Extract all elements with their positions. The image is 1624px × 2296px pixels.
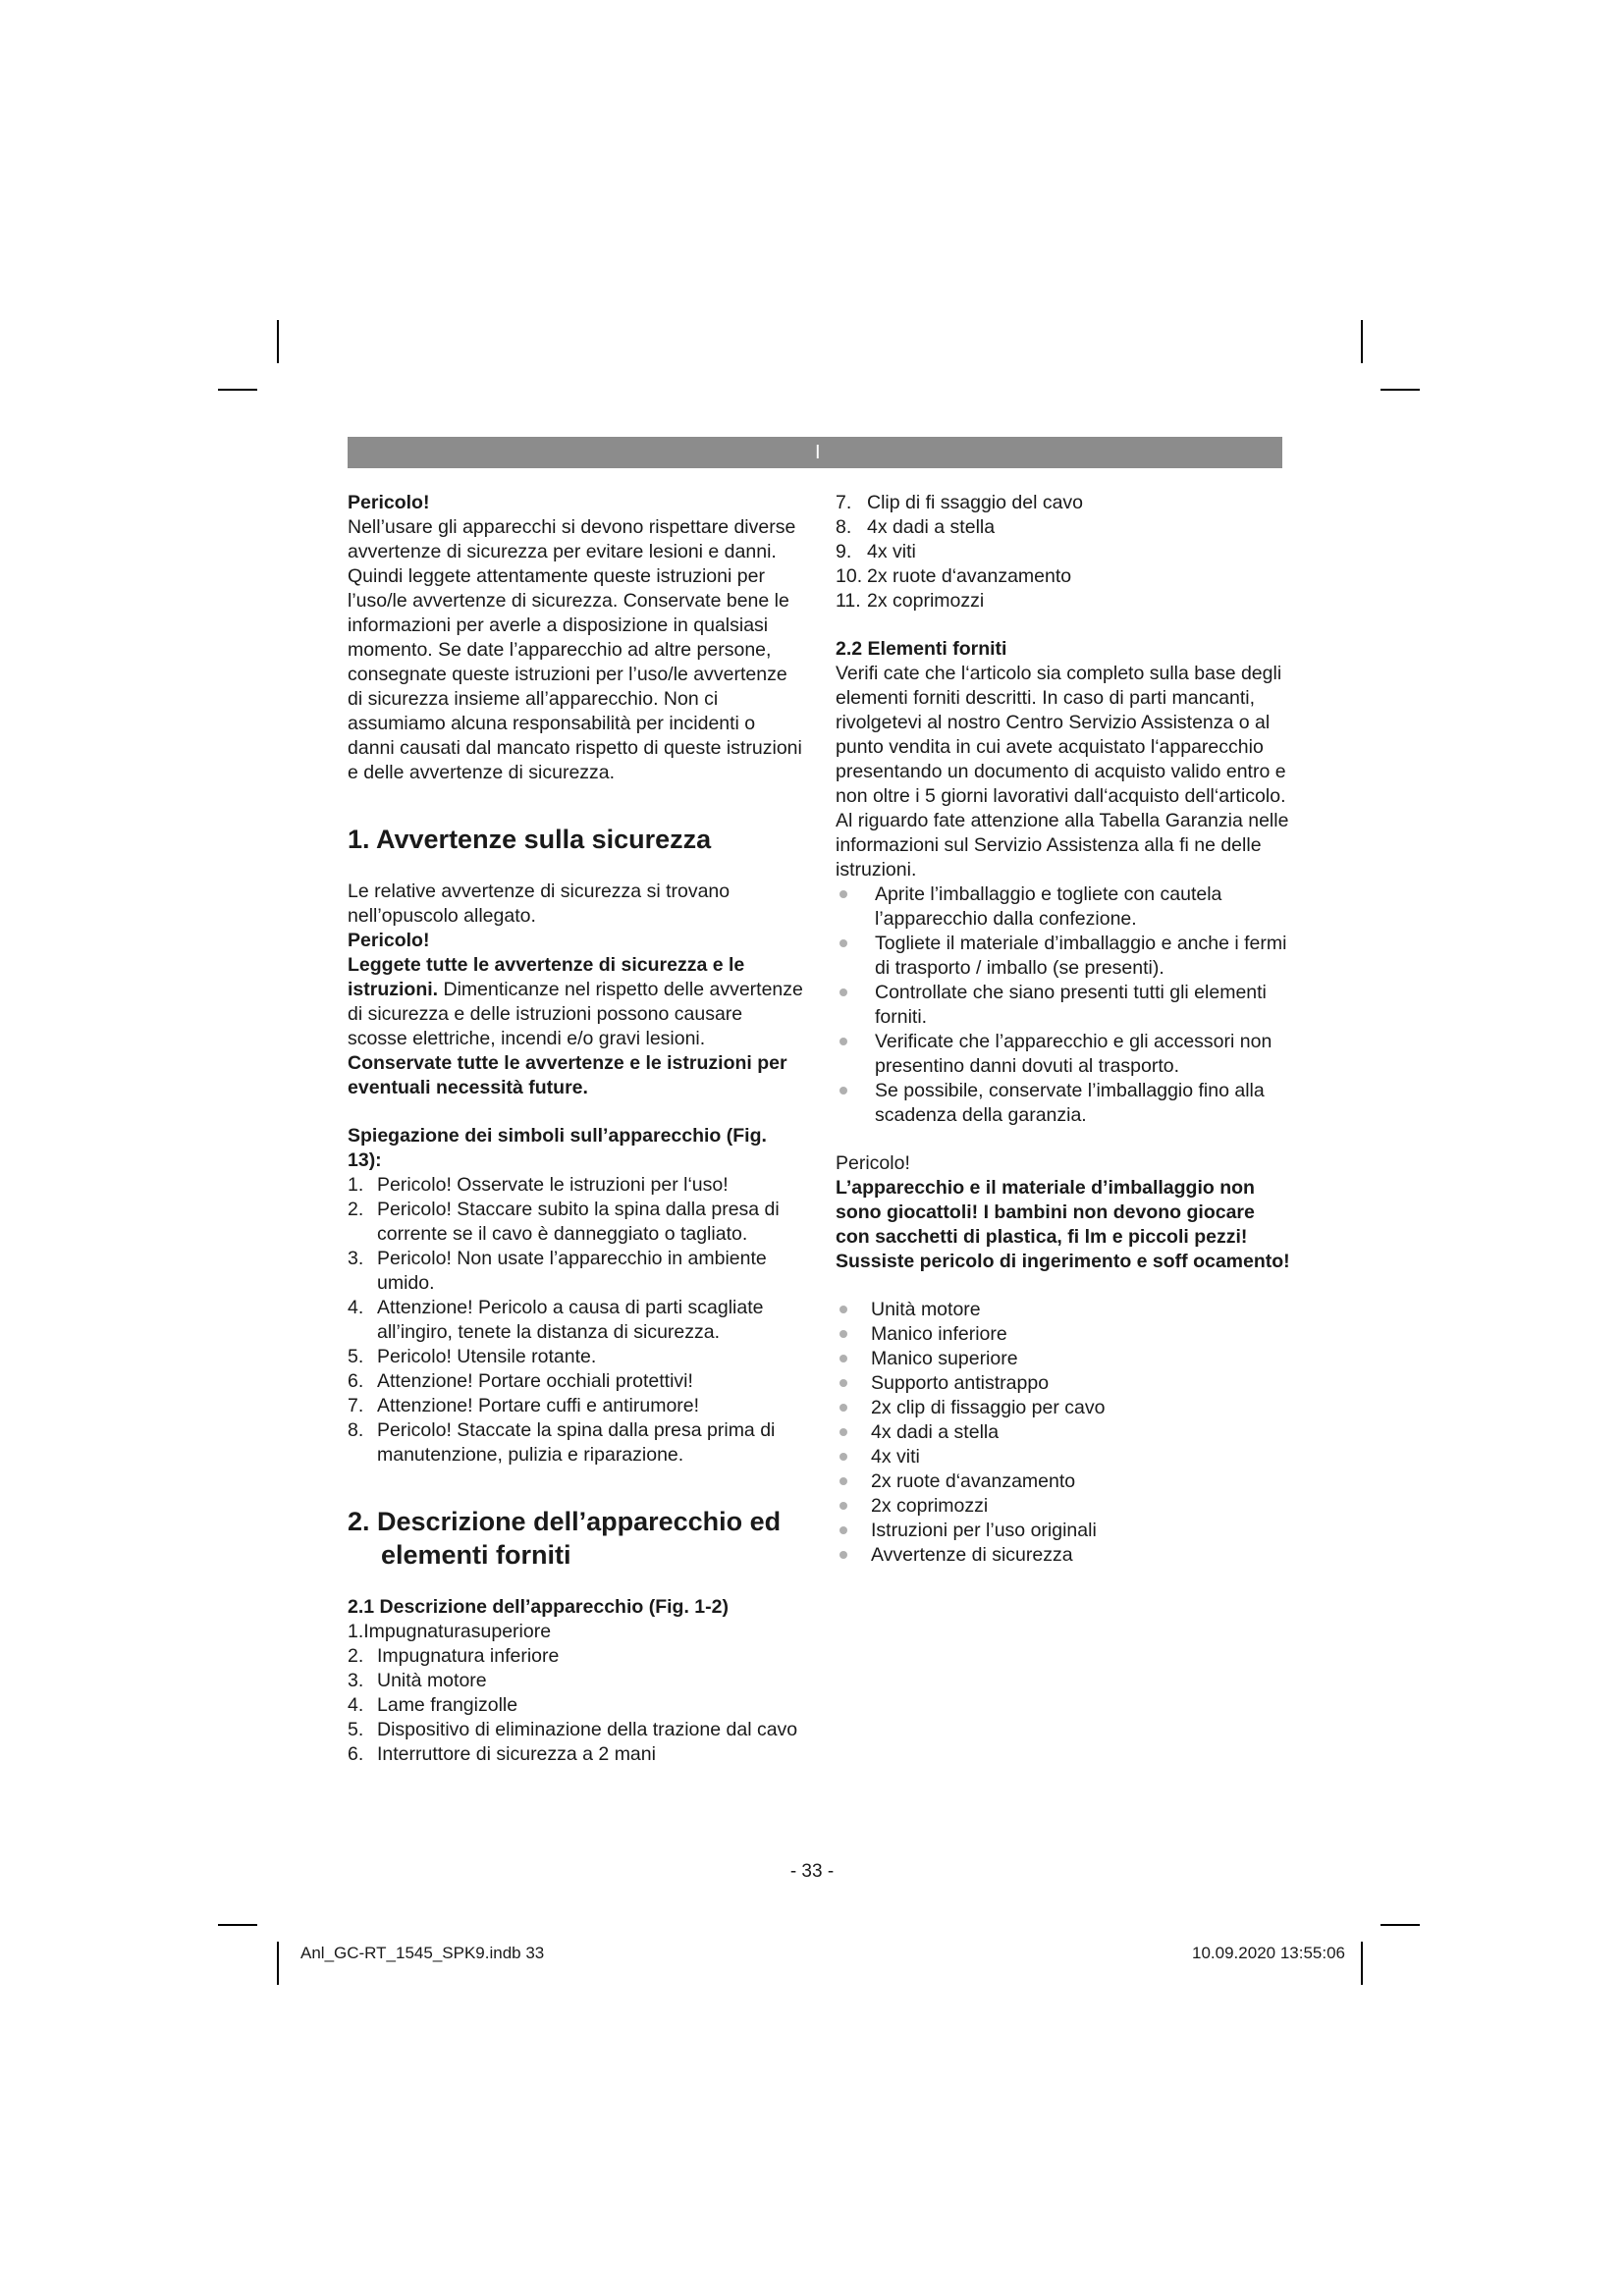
right-column (836, 491, 1292, 1568)
list-item: 3. Pericolo! Non usate l’apparecchio in ambiente umido. (348, 1248, 767, 1294)
list-item: Controllate che siano presenti tutti gli elementi forniti. (836, 981, 1292, 1030)
list-item: 5. Pericolo! Utensile rotante. (348, 1346, 597, 1367)
bullet-icon (839, 1330, 847, 1338)
crop-mark-bottom-left-vertical (277, 1942, 279, 1985)
warning-title: Pericolo! (348, 492, 430, 513)
print-file-name: Anl_GC-RT_1545_SPK9.indb 33 (300, 1944, 545, 1962)
bullet-icon (839, 1355, 847, 1362)
delivery-items-list (836, 1298, 1292, 1568)
list-item: 2x clip di fissaggio per cavo (836, 1396, 1292, 1420)
warning-title: Pericolo! (348, 930, 430, 951)
list-item: Togliete il materiale d’imballaggio e anche i fermi di trasporto / imballo (se presenti). (836, 932, 1292, 981)
crop-mark-top-right-vertical (1361, 320, 1363, 363)
bullet-icon (839, 1306, 847, 1313)
check-steps-list (836, 882, 1292, 1128)
warning-paragraph (348, 953, 804, 1051)
bullet-icon (839, 1404, 847, 1412)
crop-mark-bottom-right-horizontal (1380, 1924, 1420, 1926)
list-item: Se possibile, conservate l’imballaggio fino alla scadenza della garanzia. (836, 1079, 1292, 1128)
bullet-icon (839, 1477, 847, 1485)
list-item: 5. Dispositivo di eliminazione della trazione dal cavo (348, 1719, 798, 1740)
print-timestamp: 10.09.2020 13:55:06 (1192, 1944, 1345, 1962)
crop-mark-top-left-horizontal (218, 389, 257, 391)
warning-text: Dimenticanze nel rispetto delle avvertenze di sicurezza e delle istruzioni possono causare scosse elettriche, incendi e/o gravi lesioni. (348, 979, 803, 1049)
bullet-icon (839, 1038, 847, 1045)
list-item: 4x viti (836, 1445, 1292, 1469)
parts-first-item: 1.Impugnaturasuperiore (348, 1621, 552, 1642)
list-item: Aprite l’imballaggio e togliete con cautela l’apparecchio dalla confezione. (836, 882, 1292, 932)
crop-mark-top-left-vertical (277, 320, 279, 363)
list-item: Supporto antistrappo (836, 1371, 1292, 1396)
list-item: 1. Pericolo! Osservate le istruzioni per l‘uso! (348, 1174, 729, 1196)
list-item: 8. Pericolo! Staccate la spina dalla presa prima di manutenzione, pulizia e riparazione. (348, 1419, 776, 1466)
bullet-icon (839, 1379, 847, 1387)
section-heading-description: 2. Descrizione dell’apparecchio ed elementi forniti (348, 1507, 782, 1570)
page-number: - 33 - (789, 1861, 835, 1882)
list-item: 3. Unità motore (348, 1670, 487, 1691)
list-item: 4. Lame frangizolle (348, 1694, 518, 1716)
list-item: 6. Attenzione! Portare occhiali protettivi! (348, 1370, 693, 1392)
language-marker: I (815, 442, 821, 463)
list-item: 7. Clip di fi ssaggio del cavo (836, 492, 1084, 513)
crop-mark-bottom-right-vertical (1361, 1942, 1363, 1985)
bullet-icon (839, 1428, 847, 1436)
warning-text: L’apparecchio e il materiale d’imballaggio non sono giocattoli! I bambini non devono giocare con sacchetti di plastica, fi lm e piccoli pezzi! Sussiste pericolo di ingerimento e soff ocamento! (836, 1177, 1290, 1272)
bullet-icon (839, 1087, 847, 1095)
list-item: Verificate che l’apparecchio e gli accessori non presentino danni dovuti al trasporto. (836, 1030, 1292, 1079)
crop-mark-top-right-horizontal (1380, 389, 1420, 391)
crop-mark-bottom-left-horizontal (218, 1924, 257, 1926)
bullet-icon (839, 1526, 847, 1534)
header-bar (348, 437, 1282, 468)
list-item: 9. 4x viti (836, 541, 916, 562)
bullet-icon (839, 939, 847, 947)
bullet-icon (839, 1502, 847, 1510)
list-item: 2x coprimozzi (836, 1494, 1292, 1519)
list-item: Avvertenze di sicurezza (836, 1543, 1292, 1568)
list-item: Manico superiore (836, 1347, 1292, 1371)
subsection-heading-delivery: 2.2 Elementi forniti (836, 638, 1007, 660)
parts-list (348, 1644, 804, 1767)
list-item: 4x dadi a stella (836, 1420, 1292, 1445)
warning-text: Nell’usare gli apparecchi si devono rispettare diverse avvertenze di sicurezza per evitare lesioni e danni. Quindi leggete attentamente queste istruzioni per l’uso/le avvertenze di sicurezza. Conservate bene le informazioni per averle a disposizione in qualsiasi momento. Se date l’apparecchio ad altre persone, consegnate queste istruzioni per l’uso/le avvertenze di sicurezza insieme all’apparecchio. Non ci assumiamo alcuna responsabilità per incidenti o danni causati dal mancato rispetto di queste istruzioni e delle avvertenze di sicurezza. (348, 516, 802, 783)
list-item: 2x ruote d‘avanzamento (836, 1469, 1292, 1494)
list-item: 6. Interruttore di sicurezza a 2 mani (348, 1743, 656, 1765)
list-item: 2. Pericolo! Staccare subito la spina dalla presa di corrente se il cavo è danneggiato o tagliato. (348, 1199, 780, 1245)
list-item: Manico inferiore (836, 1322, 1292, 1347)
warning-bold-text: Leggete tutte le avvertenze di sicurezza e le istruzioni. (348, 954, 745, 1000)
left-column (348, 491, 804, 1767)
parts-list-continued (836, 491, 1292, 614)
delivery-text: Verifi cate che l‘articolo sia completo sulla base degli elementi forniti descritti. In caso di parti mancanti, rivolgetevi al nostro Centro Servizio Assistenza o al punto vendita in cui avete acquistato l‘apparecchio presentando un documento di acquisto valido entro e non oltre i 5 giorni lavorativi dall‘acquisto dell‘articolo. Al riguardo fate attenzione alla Tabella Garanzia nelle informazioni sul Servizio Assistenza alla fi ne delle istruzioni. (836, 663, 1289, 881)
list-item: 4. Attenzione! Pericolo a causa di parti scagliate all’ingiro, tenete la distanza di sicurezza. (348, 1297, 764, 1343)
list-item: Unità motore (836, 1298, 1292, 1322)
list-item: 2. Impugnatura inferiore (348, 1645, 560, 1667)
bullet-icon (839, 890, 847, 898)
bullet-icon (839, 1551, 847, 1559)
safety-intro: Le relative avvertenze di sicurezza si trovano nell’opuscolo allegato. (348, 881, 731, 927)
list-item: Istruzioni per l’uso originali (836, 1519, 1292, 1543)
symbols-heading: Spiegazione dei simboli sull’apparecchio (Fig. 13): (348, 1125, 767, 1171)
list-item: 11. 2x coprimozzi (836, 590, 985, 612)
bullet-icon (839, 1453, 847, 1461)
list-item: 8. 4x dadi a stella (836, 516, 996, 538)
warning-title: Pericolo! (836, 1152, 910, 1174)
bullet-icon (839, 988, 847, 996)
keep-instructions-note: Conservate tutte le avvertenze e le istruzioni per eventuali necessità future. (348, 1052, 787, 1098)
list-item: 10. 2x ruote d‘avanzamento (836, 565, 1072, 587)
section-heading-safety: 1. Avvertenze sulla sicurezza (348, 825, 712, 854)
symbols-list (348, 1173, 804, 1468)
subsection-heading-description: 2.1 Descrizione dell’apparecchio (Fig. 1-2) (348, 1596, 729, 1618)
list-item: 7. Attenzione! Portare cuffi e antirumore! (348, 1395, 700, 1416)
